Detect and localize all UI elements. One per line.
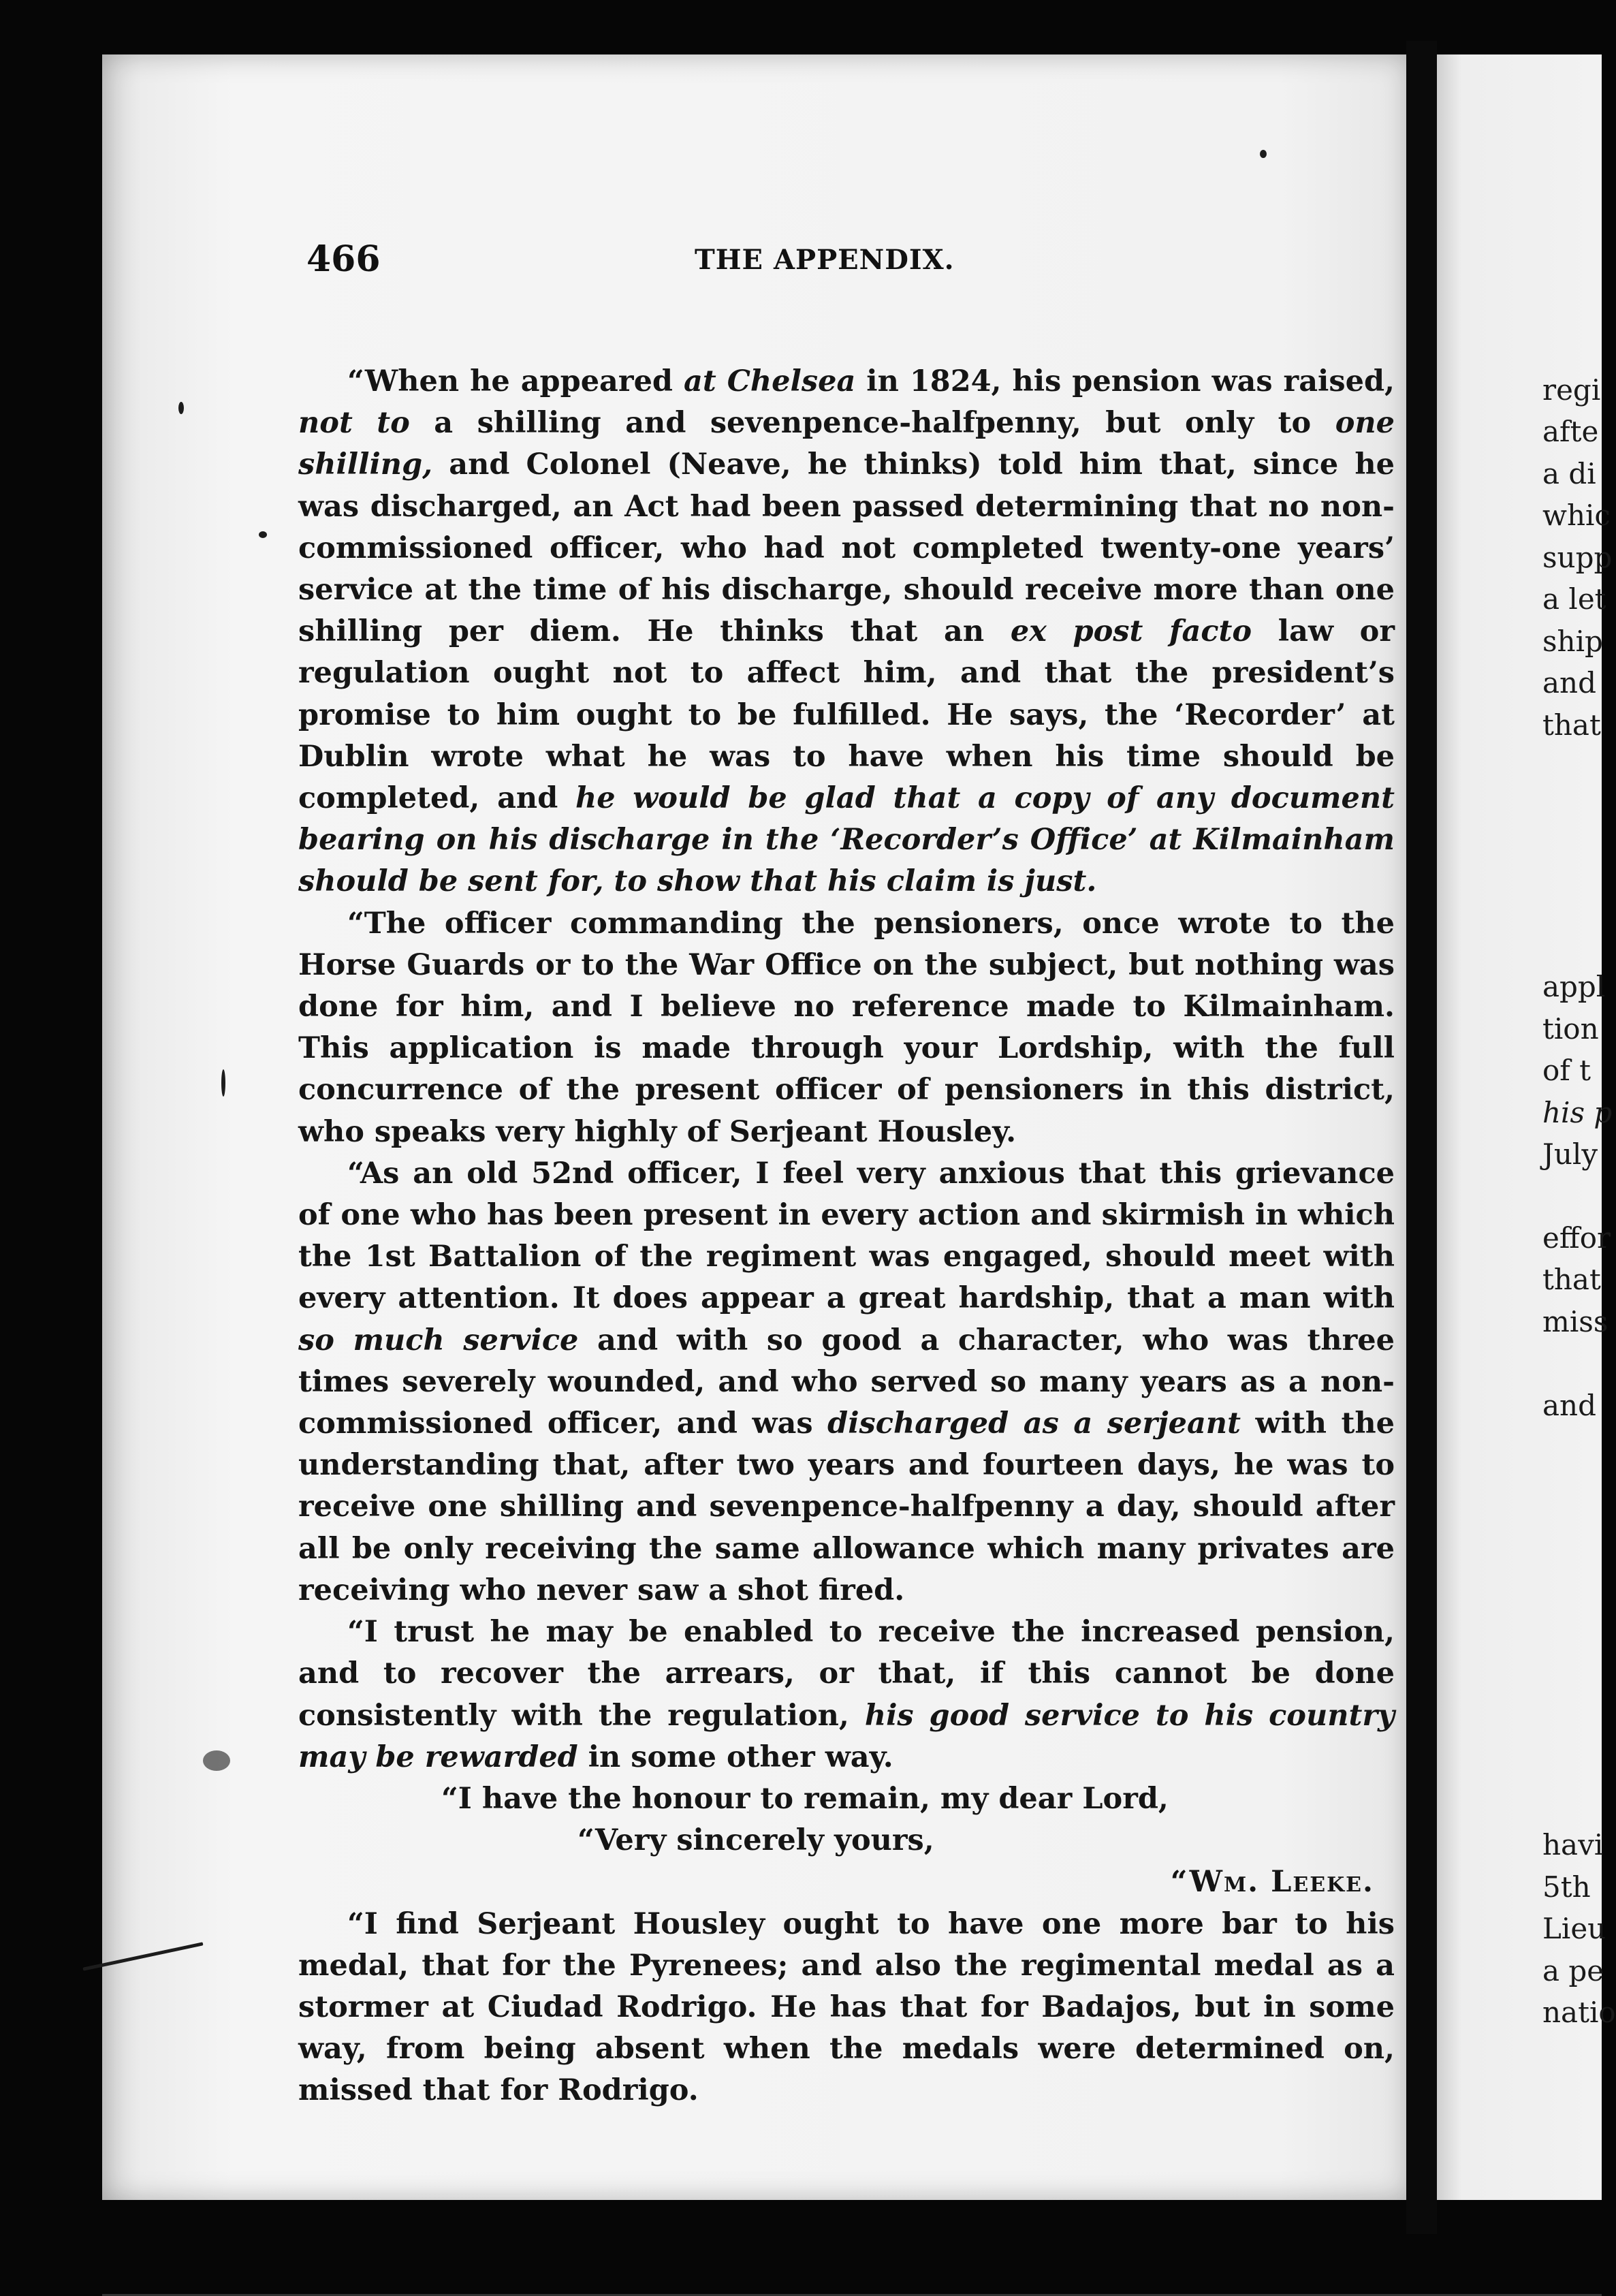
italic-run: discharged as a serjeant [827,1406,1241,1441]
next-page-fragment: a pe [1542,1954,1604,1987]
next-page-fragment: 5th [1542,1870,1591,1904]
italic-run: at Chelsea [683,364,856,398]
next-page-fragment: tion [1542,1012,1599,1045]
ink-speck [178,402,184,414]
next-page-fragment: effor [1542,1221,1611,1255]
ink-speck [221,1069,225,1097]
next-page-fragment: a let [1542,582,1606,616]
ink-speck [259,531,267,538]
next-page-fragment: and [1542,666,1596,699]
text-run: in some other way. [577,1740,893,1774]
text-run: “As an old 52nd officer, I feel very anxious that this grievance of one who has been present in every action and skirmish in which the 1st Battalion of the regiment was engaged, should meet with every attention. It does appear a great hardship, that a man with [298,1156,1395,1316]
next-page-fragment: that [1542,708,1601,742]
text-run: and with so good a character, who was three times severely wounded, and who served so many years as a non-commissioned officer, and was [298,1323,1395,1441]
next-page-fragment: and [1542,1389,1596,1422]
next-page-fragment: that [1542,1263,1601,1296]
italic-run: ex post facto [1010,614,1252,649]
paragraph-2: “The officer commanding the pensioners, once wrote to the Horse Guards or to the War Office on the subject, but nothing was done for him, and I believe no reference made to Kilmainham. This application is made through your Lordship, with the full concurrence of the present officer of pensioners in this district, who speaks very highly of Serjeant Housley. [298,906,1395,1149]
page-number: 466 [306,238,381,280]
next-page-fragment: natio [1542,1996,1616,2029]
running-head: THE APPENDIX. [695,244,955,276]
book-page-left [102,54,1410,2200]
next-page-fragment: his p [1542,1096,1613,1129]
book-gutter [1406,41,1437,2234]
paragraph-4 [298,1611,1395,1778]
ink-speck [203,1750,230,1771]
next-page-fragment: a di [1542,457,1596,490]
text-run: “When he appeared [347,364,684,398]
next-page-fragment: miss [1542,1305,1609,1338]
ink-speck [1260,150,1267,158]
next-page-fragment: ship [1542,625,1603,658]
text-run: “I trust he may be enabled to receive the increased pension, and to recover the arrears, or that, if this cannot be done consistently with the regulation, [298,1615,1395,1733]
closing-salutation: “I have the honour to remain, my dear Lord, [441,1781,1169,1816]
next-page-fragment: havi [1542,1828,1604,1861]
next-page-fragment: appl [1542,970,1606,1003]
page-header [102,238,1410,293]
text-run: in 1824, his pension was raised, [855,364,1395,398]
book-page-right-fragment [1437,54,1616,2200]
italic-run: so much service [298,1323,579,1357]
body-text [298,361,1395,2112]
italic-run: his good service to his country may be rewarded [298,1698,1395,1774]
next-page-fragment: afte [1542,415,1599,448]
italic-run: not to [298,406,410,441]
signature: “Wm. Leeke. [1170,1865,1374,1900]
italic-run: he would be glad that a copy of any document bearing on his discharge in the ‘Recorder’s Office’ at Kilmainham should be sent for, to show that his claim is just. [298,781,1395,899]
italic-run: one shilling, [298,406,1395,482]
paragraph-3 [298,1153,1395,1611]
pen-stroke [82,1942,203,1970]
next-page-fragment: Lieu [1542,1912,1606,1945]
next-page-fragment: regi [1542,373,1601,407]
next-page-fragment: supp [1542,541,1613,574]
next-page-fragment: of t [1542,1054,1591,1087]
text-run: and Colonel (Neave, he thinks) told him that, since he was discharged, an Act had been passed determining that no non-commissioned officer, who had not completed twenty-one years’ service at the time of his discharge, should receive more than one shilling per diem. He thinks that an [298,447,1395,649]
paragraph-5: “I find Serjeant Housley ought to have one more bar to his medal, that for the Pyrenees; and also the regimental medal as a stormer at Ciudad Rodrigo. He has that for Badajos, but in some way, from being absent when the medals were determined on, missed that for Rodrigo. [298,1906,1395,2108]
text-run: with the understanding that, after two years and fourteen days, he was to receive one shilling and sevenpence-halfpenny a day, should after all be only receiving the same allowance which many privates are receiving who never saw a shot fired. [298,1406,1395,1607]
paragraph-1 [298,361,1395,903]
next-page-fragment: July [1542,1137,1598,1171]
closing-valediction: “Very sincerely yours, [577,1823,934,1858]
text-run: law or regulation ought not to affect him, and that the president’s promise to him ought to be fulfilled. He says, the ‘Recorder’ at Dublin wrote what he was to have when his time should be completed, and [298,614,1395,816]
text-run: a shilling and sevenpence-halfpenny, but only to [409,406,1335,441]
next-page-fragment: whic [1542,499,1611,532]
